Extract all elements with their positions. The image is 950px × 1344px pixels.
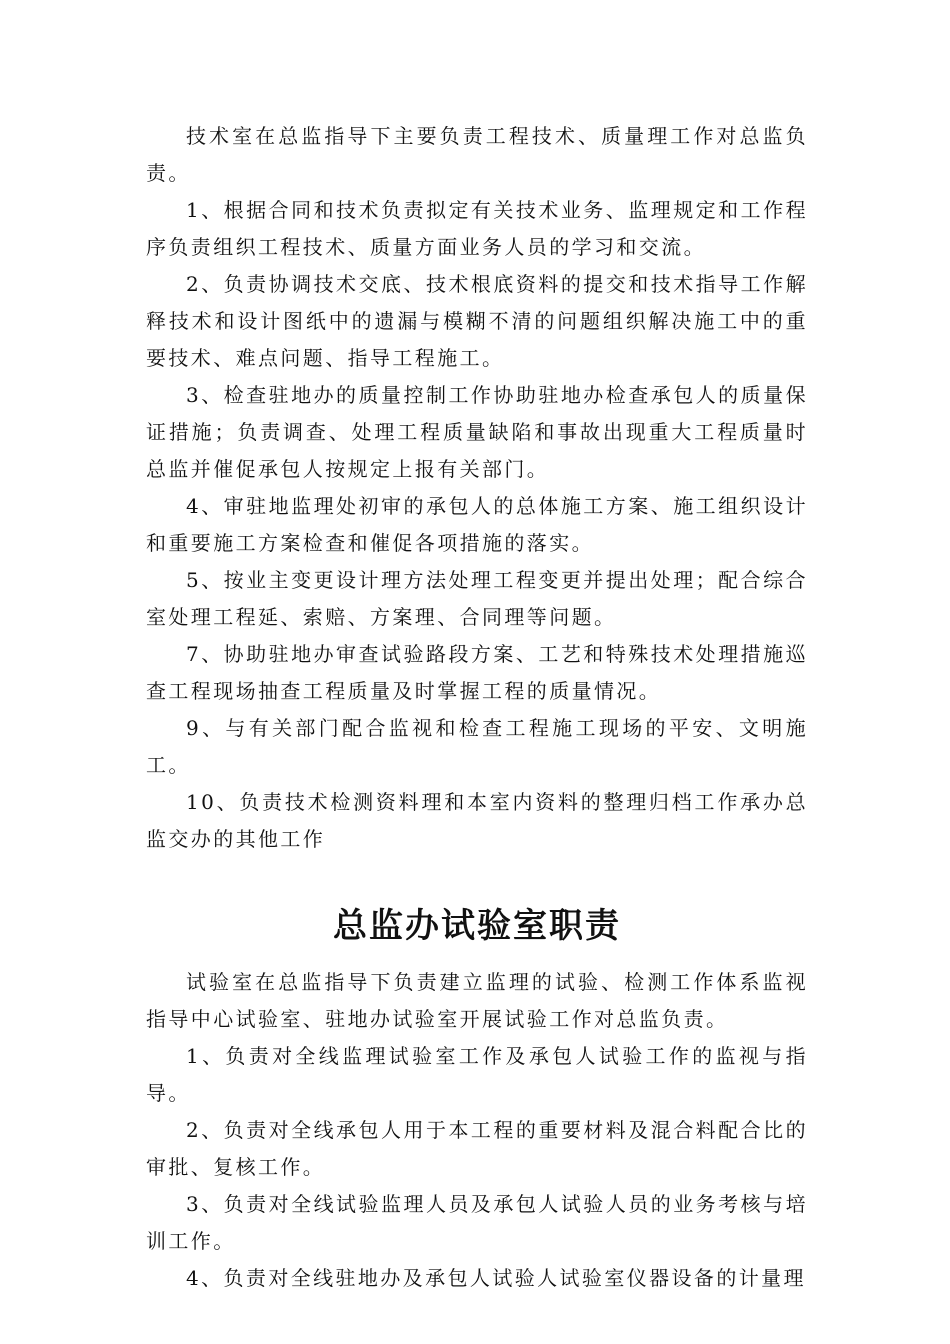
section2-item-1: 1、负责对全线监理试验室工作及承包人试验工作的监视与指导。 xyxy=(146,1044,808,1105)
section1-item-9: 9、与有关部门配合监视和检查工程施工现场的平安、文明施工。 xyxy=(146,716,808,777)
section1-item-4: 4、审驻地监理处初审的承包人的总体施工方案、施工组织设计和重要施工方案检查和催促各项措施的落实。 xyxy=(146,494,808,555)
section2-intro: 试验室在总监指导下负责建立监理的试验、检测工作体系监视指导中心试验室、驻地办试验室开展试验工作对总监负责。 xyxy=(146,970,808,1031)
section2-item-4: 4、负责对全线驻地办及承包人试验人试验室仪器设备的计量理 xyxy=(186,1266,806,1290)
section1-intro: 技术室在总监指导下主要负责工程技术、质量理工作对总监负责。 xyxy=(146,124,808,185)
section1-item-5: 5、按业主变更设计理方法处理工程变更并提出处理；配合综合室处理工程延、索赔、方案理、合同理等问题。 xyxy=(146,568,808,629)
section1-item-7: 7、协助驻地办审查试验路段方案、工艺和特殊技术处理措施巡查工程现场抽查工程质量及时掌握工程的质量情况。 xyxy=(146,642,808,703)
section2-title: 总监办试验室职责 xyxy=(333,906,621,946)
document-body xyxy=(146,118,808,1297)
section2-item-2: 2、负责对全线承包人用于本工程的重要材料及混合料配合比的审批、复核工作。 xyxy=(146,1118,808,1179)
section1-item-1: 1、根据合同和技术负责拟定有关技术业务、监理规定和工作程序负责组织工程技术、质量方面业务人员的学习和交流。 xyxy=(146,198,808,259)
section1-item-10: 10、负责技术检测资料理和本室内资料的整理归档工作承办总监交办的其他工作 xyxy=(146,790,808,851)
section1-item-3: 3、检查驻地办的质量控制工作协助驻地办检查承包人的质量保证措施；负责调查、处理工程质量缺陷和事故出现重大工程质量时总监并催促承包人按规定上报有关部门。 xyxy=(146,383,808,481)
section2-item-3: 3、负责对全线试验监理人员及承包人试验人员的业务考核与培训工作。 xyxy=(146,1192,808,1253)
section1-item-2: 2、负责协调技术交底、技术根底资料的提交和技术指导工作解释技术和设计图纸中的遗漏与模糊不清的问题组织解决施工中的重要技术、难点问题、指导工程施工。 xyxy=(146,272,808,370)
